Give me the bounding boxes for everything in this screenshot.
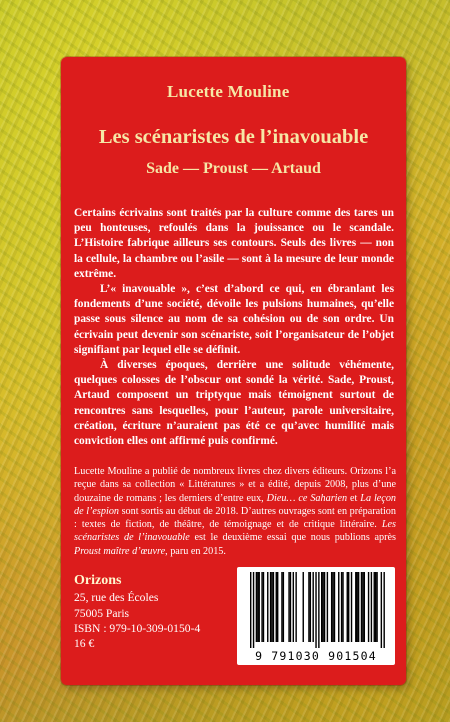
barcode-bar [327, 572, 328, 642]
book-subtitle: Sade — Proust — Artaud [146, 160, 321, 177]
barcode-bar [371, 572, 372, 642]
barcode [237, 567, 395, 665]
barcode-bar [332, 572, 333, 642]
barcode-bar [376, 572, 377, 642]
barcode-bar [318, 572, 319, 648]
bio-text: est le deuxième essai que nous publions après [189, 532, 396, 544]
barcode-bar [322, 572, 323, 642]
back-cover-panel [61, 57, 406, 685]
barcode-bar [355, 572, 356, 642]
publisher-info [74, 573, 200, 651]
bio-text: sont sortis au début de 2018. D’autres ouvrages sont en préparation : textes de fiction, de théâtre, de témoignage et de critique littéraire. [74, 505, 396, 531]
barcode-digits: 9 791030 901504 [255, 649, 377, 663]
barcode-bar [374, 572, 375, 642]
isbn: ISBN : 979-10-309-0150-4 [74, 621, 201, 635]
barcode-bar [273, 572, 274, 642]
publisher-city: 75005 Paris [74, 606, 130, 620]
barcode-bar [303, 572, 304, 642]
bio-text: Lucette Mouline a publié de nombreux livres chez divers éditeurs. Orizons l’a reçue dans sa collection « Littératures » et a édité, depuis 2008, plus d’une douzaine de romans ; les derniers d’entre eux, [74, 466, 396, 504]
barcode-bar [341, 572, 342, 642]
blurb-paragraph: L’« inavouable », c’est d’abord ce qui, en ébranlant les fondements d’une société, dévoile les pulsions humaines, qu’elle passe sous silence au nom de sa cohésion ou de son ordre. Un écrivain peut devenir son scénariste, soit l’organisateur de l’objet signifiant par lequel elle se définit. [74, 283, 394, 356]
barcode-bar [375, 572, 376, 642]
price: 16 € [74, 637, 95, 651]
barcode-bar [293, 572, 294, 642]
barcode-bar [256, 572, 257, 642]
blurb-text [74, 206, 394, 449]
barcode-bar [347, 572, 348, 642]
bio-text: , paru en 2015. [165, 545, 226, 557]
book-reference: Les scénaristes de l’inavouable [74, 519, 396, 544]
barcode-bar [253, 572, 254, 648]
barcode-bars [243, 572, 389, 648]
barcode-bar [308, 572, 309, 642]
barcode-bar [361, 572, 362, 642]
barcode-bar [324, 572, 325, 642]
barcode-bar [261, 572, 262, 642]
barcode-bar [348, 572, 349, 642]
bio-text: et [347, 492, 361, 504]
barcode-bar [381, 572, 382, 648]
book-reference: La leçon de l’espion [74, 492, 397, 517]
barcode-bar [334, 572, 335, 642]
author-name: Lucette Mouline [167, 82, 290, 101]
barcode-bar [362, 572, 363, 642]
barcode-bar [263, 572, 264, 642]
blurb-paragraph: Certains écrivains sont traités par la culture comme des tares un peu honteuses, refoulés dans la jouissance ou le scandale. L’Histoire fabrique ailleurs ses contours. Seuls des livres — non la cellule, la chambre ou l’asile — sont à la mesure de leur monde extrême. [74, 207, 394, 280]
barcode-bar [290, 572, 291, 642]
barcode-bar [283, 572, 284, 642]
book-title: Les scénaristes de l’inavouable [98, 126, 369, 148]
barcode-bar [351, 572, 352, 642]
book-reference: Dieu… ce Saharien [266, 492, 348, 504]
barcode-bar [358, 572, 359, 642]
barcode-bar [295, 572, 296, 642]
book-reference: Proust maître d’œuvre [74, 545, 166, 557]
publisher-name: Orizons [74, 573, 122, 588]
author-bio [74, 465, 396, 558]
publisher-street: 25, rue des Écoles [74, 591, 159, 605]
barcode-bar [383, 572, 384, 648]
barcode-bar [338, 572, 339, 642]
barcode-bar [312, 572, 313, 642]
barcode-bar [257, 572, 258, 642]
barcode-bar [271, 572, 272, 642]
barcode-bar [267, 572, 268, 642]
barcode-bar [310, 572, 311, 642]
barcode-bar [315, 572, 316, 648]
barcode-bar [331, 572, 332, 642]
barcode-bar [281, 572, 282, 642]
barcode-bar [259, 572, 260, 642]
barcode-bar [276, 572, 277, 642]
barcode-bar [368, 572, 369, 642]
barcode-bar [270, 572, 271, 642]
barcode-bar [321, 572, 322, 642]
blurb-paragraph: À diverses époques, derrière une solitude véhémente, quelques colosses de l’obscur ont sondé la vérité. Sade, Proust, Artaud composent un triptyque mais témoignent surtout de rencontres sans lesquelles, pour l’auteur, parole universitaire, création, écriture n’auraient pas été ce qu’avec humilité mais conviction elles ont affirmé puis confirmé. [74, 359, 394, 448]
barcode-bar [277, 572, 278, 642]
barcode-bar [342, 572, 343, 642]
barcode-bar [357, 572, 358, 642]
barcode-bar [288, 572, 289, 642]
barcode-bar [250, 572, 251, 648]
barcode-bar [364, 572, 365, 642]
